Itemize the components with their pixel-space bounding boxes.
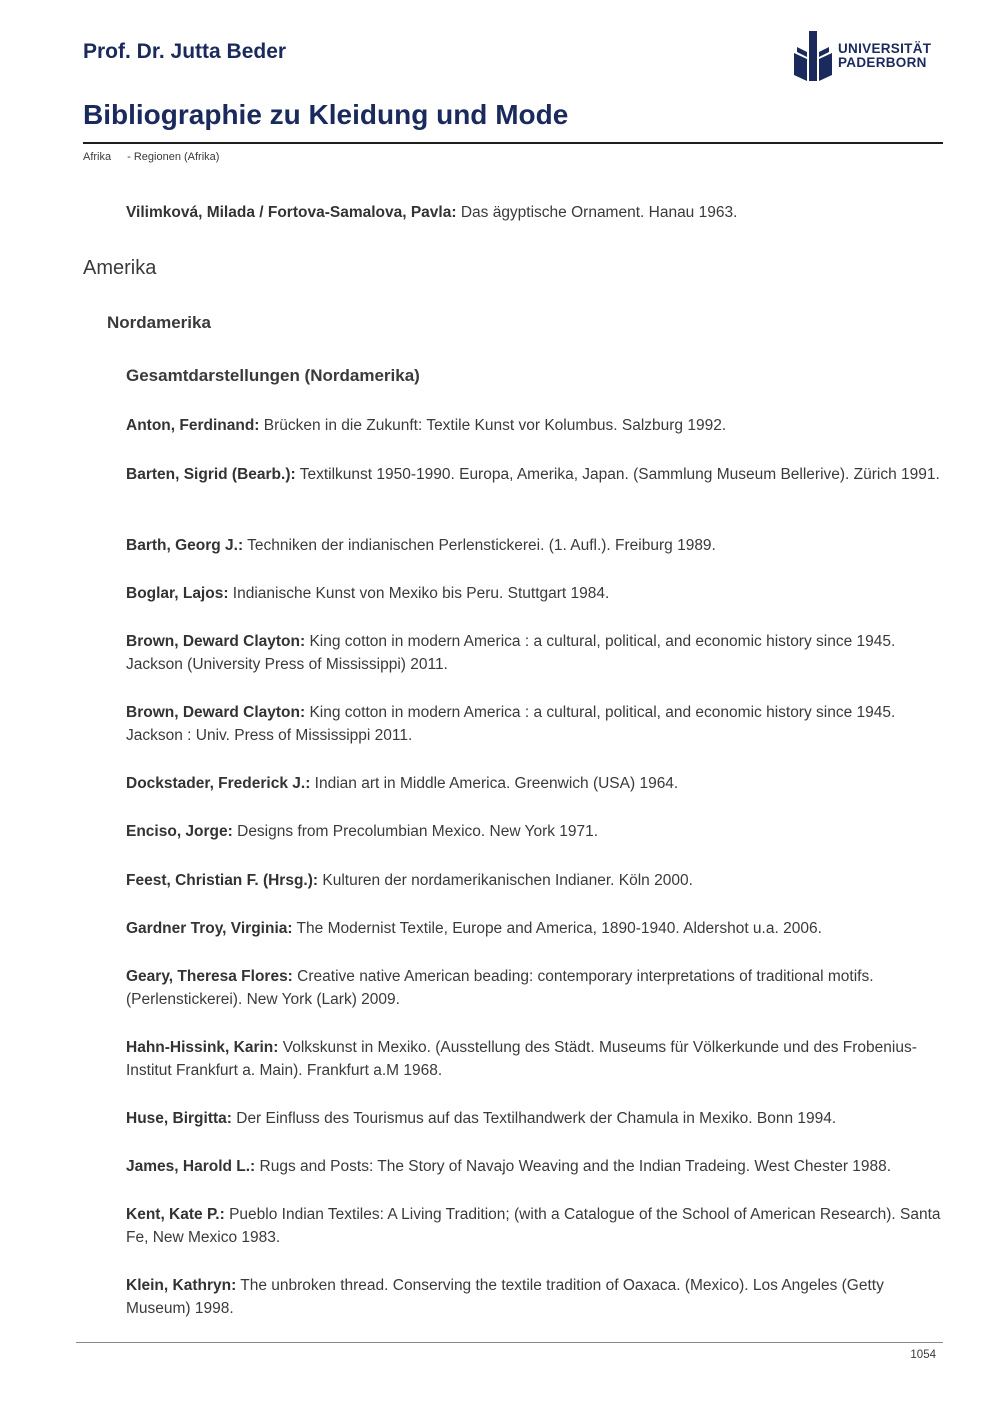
entry-author: Klein, Kathryn: <box>126 1277 237 1294</box>
entry-author: Feest, Christian F. (Hrsg.): <box>126 872 319 889</box>
entry-text: Der Einfluss des Tourismus auf das Textilhandwerk der Chamula in Mexiko. Bonn 1994. <box>231 1110 837 1127</box>
entry-author: Hahn-Hissink, Karin: <box>126 1039 279 1056</box>
entry-text: Rugs and Posts: The Story of Navajo Weaving and the Indian Tradeing. West Chester 1988. <box>255 1158 892 1175</box>
logo-line-1: UNIVERSITÄT <box>838 41 932 56</box>
header-divider <box>83 142 943 144</box>
bibliography-entry <box>126 414 941 437</box>
bibliography-entry <box>126 630 941 676</box>
entry-text: Das ägyptische Ornament. Hanau 1963. <box>456 204 738 221</box>
section-heading-amerika: Amerika <box>83 257 157 279</box>
bibliography-entry <box>126 820 941 843</box>
entry-author: Brown, Deward Clayton: <box>126 704 306 721</box>
entry-text: Designs from Precolumbian Mexico. New York 1971. <box>232 823 599 840</box>
entry-text: Creative native American beading: contemporary interpretations of traditional motifs. (Perlenstickerei). New York (Lark) 2009. <box>126 968 874 1008</box>
author-name: Prof. Dr. Jutta Beder <box>83 40 287 63</box>
entry-text: Pueblo Indian Textiles: A Living Tradition; (with a Catalogue of the School of American Research). Santa Fe, New Mexico 1983. <box>126 1206 941 1246</box>
entry-author: Brown, Deward Clayton: <box>126 633 306 650</box>
subsubsection-heading-gesamtdarstellungen: Gesamtdarstellungen (Nordamerika) <box>126 366 420 385</box>
bibliography-entry <box>126 1274 941 1320</box>
page-number: 1054 <box>910 1349 936 1361</box>
bibliography-entry <box>126 1155 956 1178</box>
bibliography-entry <box>126 772 941 795</box>
entry-author: Barten, Sigrid (Bearb.): <box>126 466 296 483</box>
entry-text: Brücken in die Zukunft: Textile Kunst vor Kolumbus. Salzburg 1992. <box>259 417 727 434</box>
bibliography-entry <box>126 1036 941 1082</box>
subsection-heading-nordamerika: Nordamerika <box>107 313 211 332</box>
breadcrumb-part-2: - Regionen (Afrika) <box>127 151 220 163</box>
bibliography-entry <box>126 869 941 892</box>
bibliography-entry <box>126 965 941 1011</box>
entry-author: Geary, Theresa Flores: <box>126 968 293 985</box>
university-logo <box>794 30 934 82</box>
entry-text: King cotton in modern America : a cultural, political, and economic history since 1945. Jackson (University Press of Mississippi) 2011. <box>126 633 896 673</box>
breadcrumb-part-1: Afrika <box>83 151 112 163</box>
entry-author: Boglar, Lajos: <box>126 585 229 602</box>
entry-text: Indian art in Middle America. Greenwich (USA) 1964. <box>310 775 679 792</box>
bibliography-entry <box>126 201 941 224</box>
bibliography-entry <box>126 582 941 605</box>
entry-text: Kulturen der nordamerikanischen Indianer. Köln 2000. <box>318 872 693 889</box>
entry-text: The Modernist Textile, Europe and America, 1890-1940. Aldershot u.a. 2006. <box>292 920 822 937</box>
entry-text: The unbroken thread. Conserving the textile tradition of Oaxaca. (Mexico). Los Angeles (Getty Museum) 1998. <box>126 1277 884 1317</box>
entry-text: Textilkunst 1950-1990. Europa, Amerika, Japan. (Sammlung Museum Bellerive). Zürich 1991. <box>295 466 940 483</box>
entry-author: Barth, Georg J.: <box>126 537 244 554</box>
footer-divider <box>76 1342 943 1343</box>
bibliography-entry <box>126 1203 941 1249</box>
book-logo-icon <box>794 31 832 81</box>
entry-author: Gardner Troy, Virginia: <box>126 920 293 937</box>
bibliography-entry <box>126 701 941 747</box>
entry-author: Anton, Ferdinand: <box>126 417 260 434</box>
bibliography-entry <box>126 463 941 486</box>
entry-text: Techniken der indianischen Perlenstickerei. (1. Aufl.). Freiburg 1989. <box>243 537 716 554</box>
entry-author: Huse, Birgitta: <box>126 1110 232 1127</box>
entry-author: Dockstader, Frederick J.: <box>126 775 311 792</box>
entry-author: Vilimková, Milada / Fortova-Samalova, Pavla: <box>126 204 457 221</box>
entry-text: King cotton in modern America : a cultural, political, and economic history since 1945. Jackson : Univ. Press of Mississippi 2011. <box>126 704 896 744</box>
bibliography-entry <box>126 1107 941 1130</box>
entry-author: Kent, Kate P.: <box>126 1206 225 1223</box>
bibliography-entry <box>126 917 941 940</box>
entry-text: Indianische Kunst von Mexiko bis Peru. Stuttgart 1984. <box>228 585 610 602</box>
breadcrumb <box>83 151 219 163</box>
logo-line-2: PADERBORN <box>838 55 927 70</box>
document-title: Bibliographie zu Kleidung und Mode <box>83 99 569 130</box>
bibliography-entry <box>126 534 941 557</box>
logo-text <box>838 42 931 70</box>
entry-author: James, Harold L.: <box>126 1158 256 1175</box>
entry-author: Enciso, Jorge: <box>126 823 233 840</box>
entry-text: Volkskunst in Mexiko. (Ausstellung des Städt. Museums für Völkerkunde und des Frobenius-Institut Frankfurt a. Main). Frankfurt a.M 1968. <box>126 1039 917 1079</box>
